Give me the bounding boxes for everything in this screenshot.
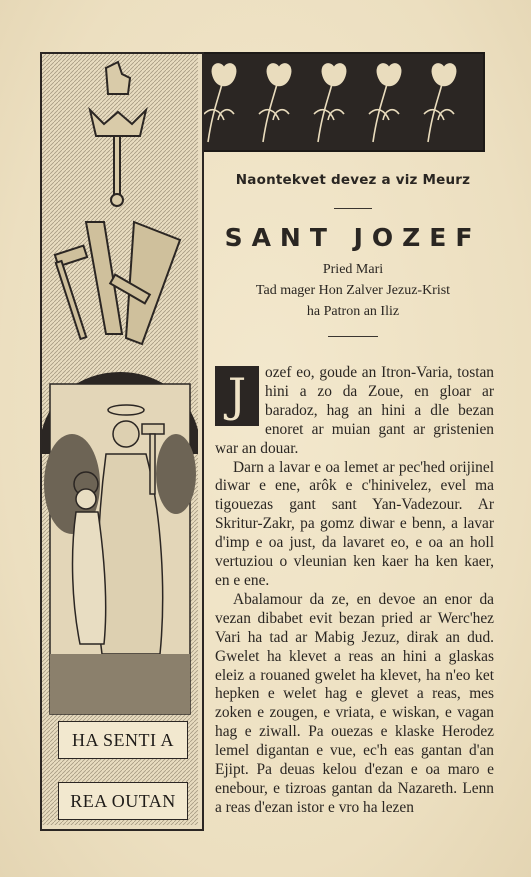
page-title: SANT JOZEF (224, 223, 482, 252)
engraving-icon (42, 54, 198, 825)
role-line: ha Patron an Iliz (306, 304, 400, 319)
saint-joseph-illustration (40, 52, 204, 831)
divider-rule (328, 336, 378, 337)
paragraph: ozef eo, goude an Itron-Varia, tostan hini a zo da Zoue, en gloar ar baradoz, hag an hini a dle bezan enoret ar muian gant ar gristenien war an douar. (215, 364, 494, 457)
motto-plaque-top: HA SENTI A (58, 721, 188, 759)
role-line: Pried Mari (322, 262, 384, 277)
date-subtitle: Naontekvet devez a viz Meurz (235, 172, 471, 188)
divider-rule (334, 208, 372, 209)
paragraph: Darn a lavar e oa lemet ar pec'hed orijinel diwar e ene, arôk e c'hinivelez, evel ma tigouezas gant sant Yan-Vadezour. Ar Skritur-Zakr, pa gomz diwar e benn, a lavar d'imp e oa just, da lavaret eo, e oa an holl vertuziou o vleunian ken kaer ha ken kaer, en e ene. (215, 458, 494, 589)
drop-cap-letter: J (215, 366, 259, 426)
paragraph: Abalamour da ze, en devoe an enor da vezan dibabet evit bezan pried ar Werc'hez Vari ha tad ar Mabig Jezuz, dirak an dud. Gwelet ha klevet a reas an hini a glaskas eleiz a rouaned gwelet ha klevet, ha n'eo ket hepken e welet hag e glevet a reas, mes zoken e zougen, e vriata, e wiskan, e vagan hag e ziwall. Pa ouezas e klaske Herodez lemel digantan e vue, ec'h eas gantan d'an Ejipt. Pa deuas kelou d'ezan e oa maro e enebour, e tizroas gantan da Nazareth. Lenn a reas d'ezan istor e vro ha lezen (215, 590, 494, 816)
lily-ornament-band (196, 52, 485, 152)
motto-plaque-bottom: REA OUTAN (58, 782, 188, 820)
article-body (215, 364, 494, 818)
lily-ornament-icon (198, 54, 479, 146)
role-line: Tad mager Hon Zalver Jezuz-Krist (255, 283, 451, 298)
